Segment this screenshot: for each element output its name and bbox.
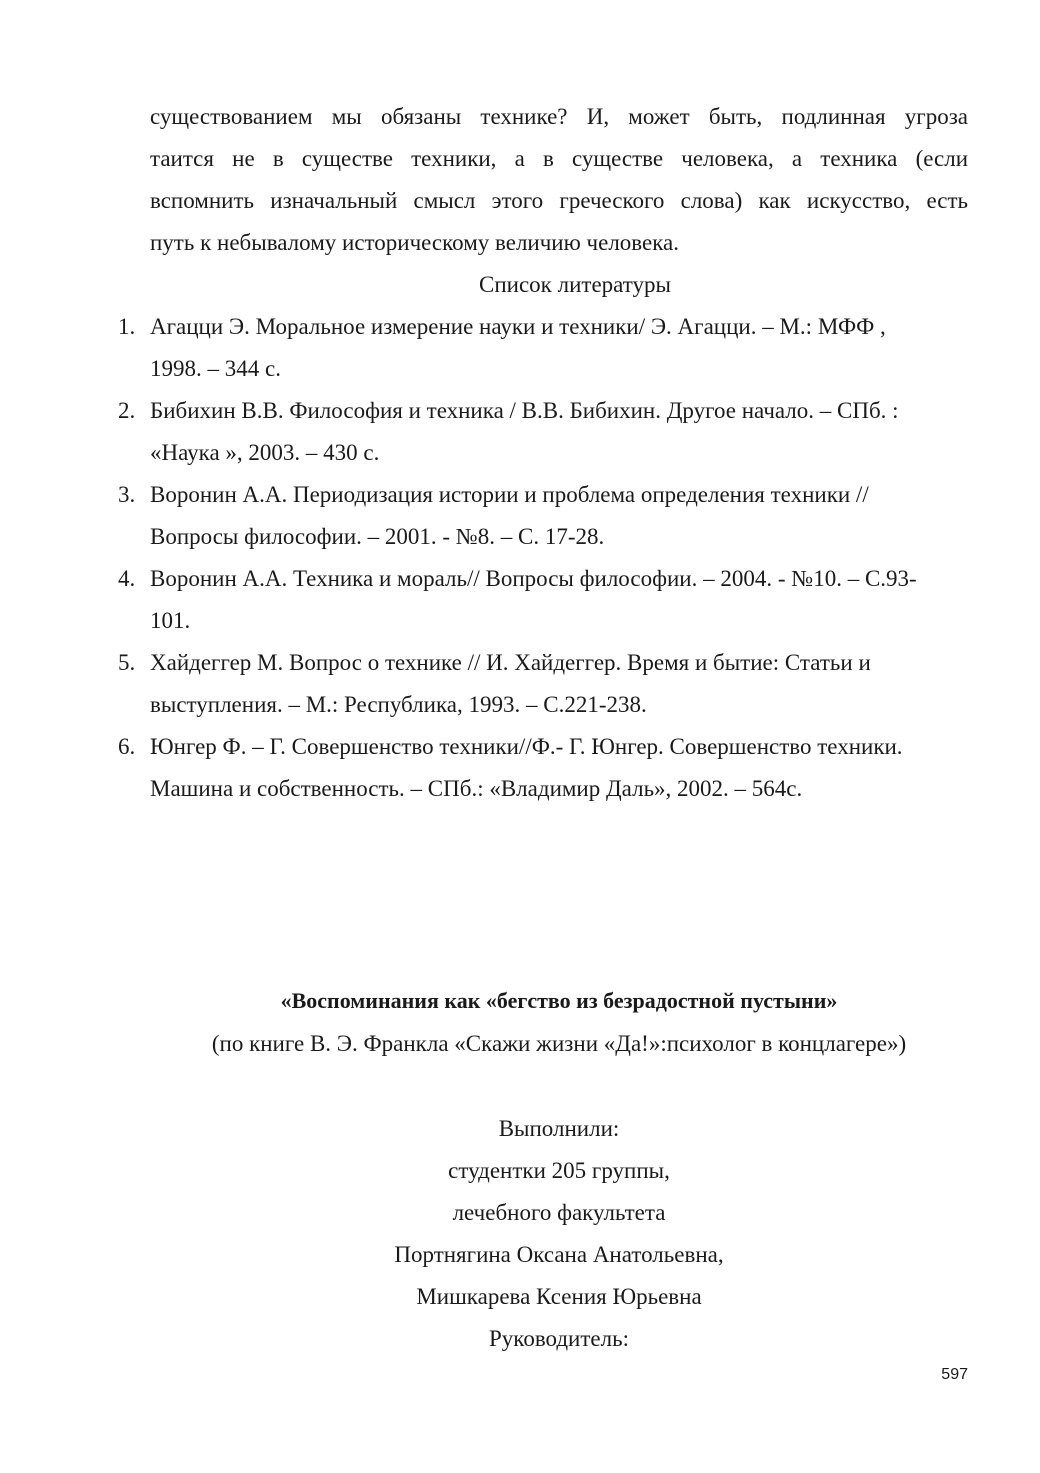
reference-item [0, 390, 1040, 474]
body-paragraph [150, 96, 968, 264]
reference-number: 1. [118, 314, 136, 339]
reference-text [150, 306, 970, 390]
author-name: Мишкарева Ксения Юрьевна [416, 1284, 702, 1309]
paragraph-line: вспомнить изначальный смысл этого греческого слова) как искусство, есть [150, 188, 968, 213]
reference-line: Юнгер Ф. – Г. Совершенство техники//Ф.- Г. Юнгер. Совершенство техники. [150, 734, 903, 759]
reference-item [0, 642, 1040, 726]
reference-line: Вопросы философии. – 2001. - №8. – С. 17-28. [150, 524, 605, 549]
reference-line: Машина и собственность. – СПб.: «Владимир Даль», 2002. – 564с. [150, 776, 803, 801]
reference-line: Воронин А.А. Периодизация истории и проблема определения техники // [150, 482, 869, 507]
authors-block [0, 1108, 1040, 1360]
reference-line: Хайдеггер М. Вопрос о технике // И. Хайдеггер. Время и бытие: Статьи и [150, 650, 871, 675]
paragraph-line: путь к небывалому историческому величию человека. [150, 230, 680, 255]
reference-item [0, 558, 1040, 642]
performed-label: Выполнили: [498, 1116, 620, 1141]
reference-line: «Наука », 2003. – 430 с. [150, 440, 380, 465]
reference-number: 5. [118, 650, 136, 675]
references-list [0, 306, 1040, 810]
reference-item [0, 306, 1040, 390]
faculty: лечебного факультета [452, 1200, 666, 1225]
supervisor-label: Руководитель: [489, 1326, 629, 1351]
article-title: «Воспоминания как «бегство из безрадостной пустыни» [280, 988, 838, 1013]
reference-text [150, 474, 970, 558]
reference-line: Воронин А.А. Техника и мораль// Вопросы философии. – 2004. - №10. – С.93- [150, 566, 917, 591]
reference-number: 4. [118, 566, 136, 591]
article-subtitle: (по книге В. Э. Франкла «Скажи жизни «Да!»:психолог в концлагере») [211, 1031, 907, 1056]
reference-number: 2. [118, 398, 136, 423]
references-heading: Список литературы [479, 272, 671, 297]
reference-line: Бибихин В.В. Философия и техника / В.В. Бибихин. Другое начало. – СПб. : [150, 398, 899, 423]
reference-text [150, 390, 970, 474]
reference-number: 3. [118, 482, 136, 507]
reference-text [150, 726, 970, 810]
reference-item [0, 726, 1040, 810]
author-name: Портнягина Оксана Анатольевна, [394, 1242, 724, 1267]
reference-text [150, 558, 970, 642]
reference-number: 6. [118, 734, 136, 759]
reference-item [0, 474, 1040, 558]
reference-line: Агацци Э. Моральное измерение науки и техники/ Э. Агацци. – М.: МФФ , [150, 314, 886, 339]
reference-line: 1998. – 344 с. [150, 356, 281, 381]
paragraph-line: существованием мы обязаны технике? И, может быть, подлинная угроза [150, 104, 968, 129]
student-group: студентки 205 группы, [448, 1158, 670, 1183]
page-number: 597 [941, 1366, 968, 1383]
reference-line: 101. [150, 608, 191, 633]
reference-text [150, 642, 970, 726]
reference-line: выступления. – М.: Республика, 1993. – С.221-238. [150, 692, 647, 717]
paragraph-line: таится не в существе техники, а в существе человека, а техника (если [150, 146, 968, 171]
